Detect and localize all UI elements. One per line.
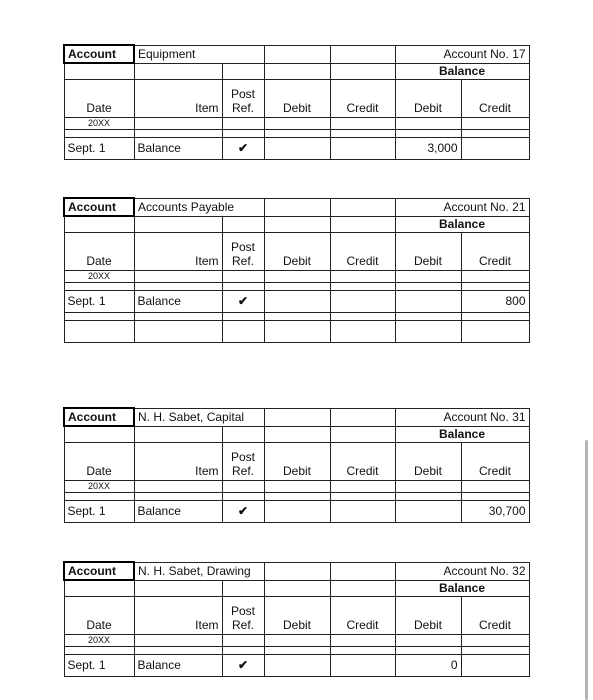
item-header: Item [134, 79, 222, 117]
balance-header: Balance [395, 580, 529, 596]
balance-debit-cell[interactable] [395, 290, 461, 312]
post-ref-header: Post Ref. [222, 596, 264, 634]
year-label: 20XX [64, 634, 134, 646]
date-header: Date [64, 596, 134, 634]
ledger-equipment [63, 44, 528, 160]
debit-header: Debit [264, 442, 330, 480]
balance-debit-header: Debit [395, 232, 461, 270]
account-name: N. H. Sabet, Drawing [134, 562, 264, 580]
vertical-scrollbar[interactable] [585, 440, 588, 700]
balance-header: Balance [395, 63, 529, 79]
ledger-accounts-payable [63, 197, 528, 343]
credit-cell[interactable] [330, 500, 395, 522]
row-item: Balance [134, 654, 222, 676]
row-date: Sept. 1 [64, 654, 134, 676]
year-label: 20XX [64, 117, 134, 129]
item-header: Item [134, 232, 222, 270]
table-row [64, 290, 529, 312]
account-number: Account No. 31 [395, 408, 529, 426]
credit-header: Credit [330, 232, 395, 270]
balance-credit-cell[interactable] [461, 137, 529, 159]
account-number: Account No. 21 [395, 198, 529, 216]
post-ref-header: Post Ref. [222, 442, 264, 480]
balance-debit-cell[interactable] [395, 320, 461, 342]
credit-header: Credit [330, 596, 395, 634]
account-label: Account [64, 408, 134, 426]
account-name: Equipment [134, 45, 264, 63]
balance-header: Balance [395, 216, 529, 232]
balance-debit-cell[interactable]: 3,000 [395, 137, 461, 159]
row-date[interactable] [64, 320, 134, 342]
balance-debit-cell[interactable]: 0 [395, 654, 461, 676]
date-header: Date [64, 232, 134, 270]
debit-cell[interactable] [264, 137, 330, 159]
date-header: Date [64, 79, 134, 117]
date-header: Date [64, 442, 134, 480]
debit-header: Debit [264, 232, 330, 270]
balance-credit-cell[interactable]: 800 [461, 290, 529, 312]
account-label: Account [64, 562, 134, 580]
balance-credit-cell[interactable]: 30,700 [461, 500, 529, 522]
table-row [64, 137, 529, 159]
item-header: Item [134, 596, 222, 634]
account-number: Account No. 17 [395, 45, 529, 63]
credit-cell[interactable] [330, 654, 395, 676]
balance-debit-header: Debit [395, 442, 461, 480]
ledger-capital [63, 407, 528, 523]
account-label: Account [64, 198, 134, 216]
year-label: 20XX [64, 480, 134, 492]
credit-cell[interactable] [330, 320, 395, 342]
balance-debit-header: Debit [395, 79, 461, 117]
row-item[interactable] [134, 320, 222, 342]
debit-cell[interactable] [264, 654, 330, 676]
table-row [64, 500, 529, 522]
row-item: Balance [134, 290, 222, 312]
debit-header: Debit [264, 79, 330, 117]
credit-cell[interactable] [330, 137, 395, 159]
year-label: 20XX [64, 270, 134, 282]
debit-cell[interactable] [264, 500, 330, 522]
balance-credit-cell[interactable] [461, 320, 529, 342]
balance-credit-header: Credit [461, 596, 529, 634]
credit-header: Credit [330, 442, 395, 480]
balance-debit-cell[interactable] [395, 500, 461, 522]
check-icon: ✔ [222, 654, 264, 676]
ledger-drawing [63, 561, 528, 677]
balance-header: Balance [395, 426, 529, 442]
post-ref-header: Post Ref. [222, 232, 264, 270]
row-date: Sept. 1 [64, 500, 134, 522]
check-icon: ✔ [222, 137, 264, 159]
debit-cell[interactable] [264, 290, 330, 312]
debit-cell[interactable] [264, 320, 330, 342]
row-date: Sept. 1 [64, 290, 134, 312]
credit-header: Credit [330, 79, 395, 117]
balance-credit-header: Credit [461, 79, 529, 117]
account-number: Account No. 32 [395, 562, 529, 580]
balance-credit-header: Credit [461, 442, 529, 480]
check-icon: ✔ [222, 500, 264, 522]
table-row [64, 654, 529, 676]
row-item: Balance [134, 500, 222, 522]
row-date: Sept. 1 [64, 137, 134, 159]
item-header: Item [134, 442, 222, 480]
table-row [64, 320, 529, 342]
check-icon: ✔ [222, 290, 264, 312]
account-name: Accounts Payable [134, 198, 264, 216]
row-item: Balance [134, 137, 222, 159]
balance-credit-cell[interactable] [461, 654, 529, 676]
post-ref-header: Post Ref. [222, 79, 264, 117]
post-ref-cell[interactable] [222, 320, 264, 342]
balance-credit-header: Credit [461, 232, 529, 270]
credit-cell[interactable] [330, 290, 395, 312]
account-name: N. H. Sabet, Capital [134, 408, 264, 426]
balance-debit-header: Debit [395, 596, 461, 634]
debit-header: Debit [264, 596, 330, 634]
account-label: Account [64, 45, 134, 63]
